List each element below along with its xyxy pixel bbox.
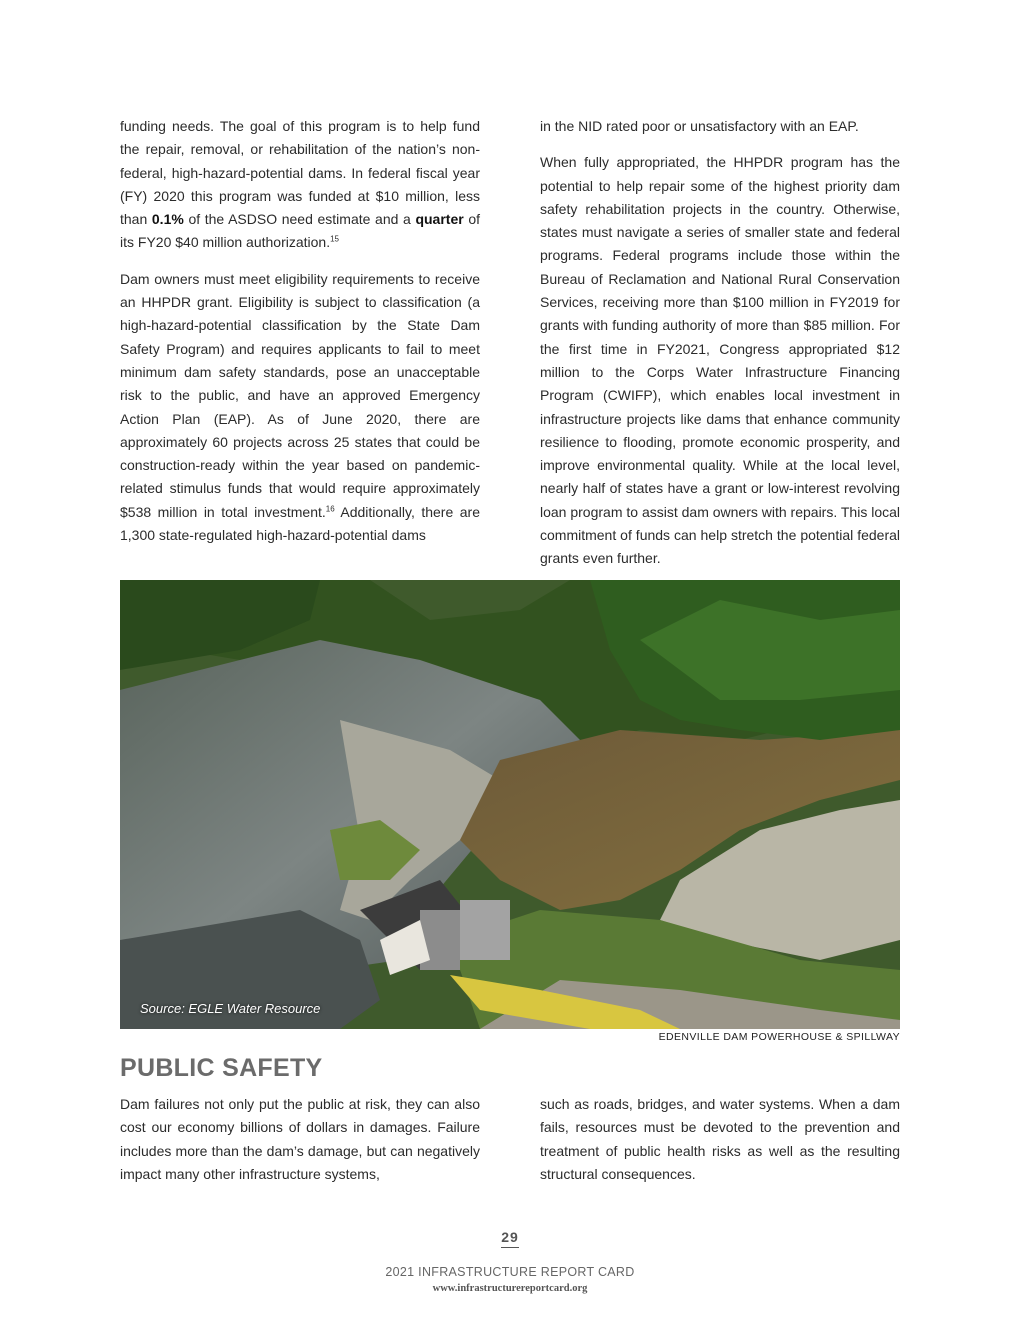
section-title: PUBLIC SAFETY	[120, 1054, 323, 1082]
paragraph	[120, 115, 480, 255]
body-column-bottom-right	[540, 1093, 900, 1186]
footer-title: 2021 INFRASTRUCTURE REPORT CARD	[385, 1265, 635, 1279]
paragraph-text: of its FY20 $40 million authorization.	[120, 211, 480, 251]
page-number-text: 29	[501, 1229, 519, 1248]
footnote-ref: 15	[330, 234, 340, 244]
page-number	[0, 1229, 1020, 1248]
body-column-top-right	[540, 115, 900, 571]
photo-caption: EDENVILLE DAM POWERHOUSE & SPILLWAY	[658, 1031, 900, 1043]
paragraph	[120, 268, 480, 548]
paragraph: Dam failures not only put the public at risk, they can also cost our economy billions of dollars in damages. Failure includes more than the dam’s damage, but can negatively impact many other infrastructure systems,	[120, 1096, 480, 1182]
paragraph-text: Additionally, there are 1,300 state-regulated high-hazard-potential dams	[120, 503, 480, 544]
photo-credit: Source: EGLE Water Resource	[140, 1001, 321, 1016]
footnote-ref: 16	[325, 504, 335, 514]
dam-aerial-illustration	[120, 580, 900, 1029]
paragraph: in the NID rated poor or unsatisfactory with an EAP.	[540, 118, 859, 134]
emphasis-text: quarter	[415, 211, 464, 228]
paragraph-text: of the ASDSO need estimate and a	[183, 211, 416, 228]
paragraph-text: Dam owners must meet eligibility requirements to receive an HHPDR grant. Eligibility is subject to classification (a high-hazard-potential classification by the State Dam Safety Program) and requires applicants to fail to meet minimum dam safety standards, pose an unacceptable risk to the public, and have an approved Emergency Action Plan (EAP). As of June 2020, there are approximately 60 projects across 25 states that could be construction-ready within the year based on pandemic-related stimulus funds that would require approximately $538 million in total investment.	[120, 270, 480, 520]
emphasis-text: 0.1%	[151, 211, 184, 228]
dam-aerial-photo	[120, 580, 900, 1029]
body-column-top-left	[120, 115, 480, 547]
footer-url: www.infrastructurereportcard.org	[432, 1283, 588, 1294]
paragraph: such as roads, bridges, and water systems. When a dam fails, resources must be devoted to the prevention and treatment of public health risks as well as the resulting structural consequences.	[540, 1096, 900, 1182]
body-column-bottom-left	[120, 1093, 480, 1186]
paragraph: When fully appropriated, the HHPDR program has the potential to help repair some of the highest priority dam safety rehabilitation projects in the country. Otherwise, states must navigate a series of smaller state and federal programs. Federal programs include those within the Bureau of Reclamation and National Rural Conservation Services, receiving more than $100 million in FY2019 for grants with funding authority of more than $85 million. For the first time in FY2021, Congress appropriated $12 million to the Corps Water Infrastructure Financing Program (CWIFP), which enables local investment in infrastructure projects like dams that enhance community resilience to flooding, promote economic prosperity, and improve environmental quality. While at the local level, nearly half of states have a grant or low-interest revolving loan program to assist dam owners with repairs. This local commitment of funds can help stretch the potential federal grants even further.	[540, 154, 901, 567]
paragraph-text: funding needs. The goal of this program is to help fund the repair, removal, or rehabilitation of the nation’s non-federal, high-hazard-potential dams. In federal fiscal year (FY) 2020 this program was funded at $10 million, less than	[120, 118, 480, 228]
